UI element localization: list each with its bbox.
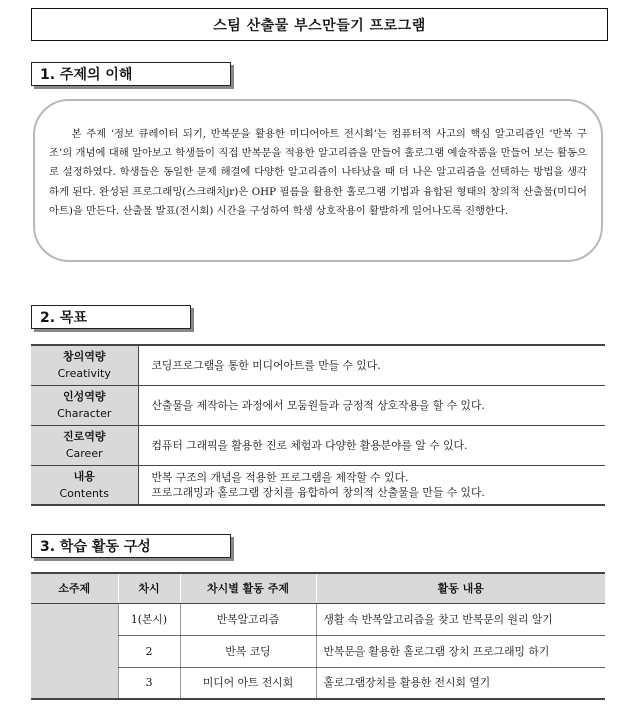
topic-cell: 반복 코딩 bbox=[180, 635, 316, 667]
goal-label-en: Character bbox=[57, 407, 112, 420]
table-row bbox=[31, 635, 605, 667]
goal-label-en: Contents bbox=[59, 486, 109, 500]
goal-label-en: Career bbox=[65, 447, 103, 460]
content-cell: 반복문을 활용한 홀로그램 장치 프로그래밍 하기 bbox=[316, 635, 605, 667]
goal-description bbox=[138, 465, 605, 505]
goal-line: 코딩프로그램을 통한 미디어아트를 만들 수 있다. bbox=[151, 358, 381, 372]
goal-row bbox=[31, 345, 605, 385]
content-cell: 생활 속 반복알고리즘을 찾고 반복문의 원리 알기 bbox=[316, 603, 605, 635]
topic-cell: 반복알고리즘 bbox=[180, 603, 316, 635]
table-header-row bbox=[31, 573, 605, 603]
column-header-content: 활동 내용 bbox=[316, 573, 605, 603]
session-cell: 2 bbox=[118, 635, 180, 667]
goal-description bbox=[138, 385, 605, 425]
table-row bbox=[31, 603, 605, 635]
goal-description bbox=[138, 345, 605, 385]
section-heading-goals: 2. 목표 bbox=[31, 305, 191, 329]
column-header-subtopic: 소주제 bbox=[31, 573, 118, 603]
goals-table bbox=[31, 344, 605, 506]
column-header-session: 차시 bbox=[118, 573, 180, 603]
goal-label bbox=[31, 425, 138, 465]
goal-label-ko: 창의역량 bbox=[62, 350, 106, 364]
intro-box bbox=[33, 99, 603, 262]
topic-cell: 미디어 아트 전시회 bbox=[180, 667, 316, 699]
section-heading-activities: 3. 학습 활동 구성 bbox=[31, 534, 231, 558]
session-cell: 1(본시) bbox=[118, 603, 180, 635]
goal-label bbox=[31, 385, 138, 425]
goal-label-ko: 진로역량 bbox=[62, 430, 106, 443]
content-cell: 홀로그램장치를 활용한 전시회 열기 bbox=[316, 667, 605, 699]
session-cell: 3 bbox=[118, 667, 180, 699]
goal-label bbox=[31, 465, 138, 505]
column-header-session-topic: 차시별 활동 주제 bbox=[180, 573, 316, 603]
goal-line: 프로그래밍과 홀로그램 장치를 융합하여 창의적 산출물을 만들 수 있다. bbox=[151, 485, 485, 499]
goal-line: 컴퓨터 그래픽을 활용한 진로 체험과 다양한 활용분야를 알 수 있다. bbox=[151, 438, 468, 452]
table-row bbox=[31, 667, 605, 699]
activities-table bbox=[31, 572, 605, 700]
goal-row bbox=[31, 465, 605, 505]
goal-label-ko: 내용 bbox=[73, 469, 95, 483]
goal-line: 반복 구조의 개념을 적용한 프로그램을 제작할 수 있다. bbox=[151, 470, 409, 484]
section-heading-understanding: 1. 주제의 이해 bbox=[31, 62, 231, 86]
goal-line: 산출물을 제작하는 과정에서 모둠원들과 긍정적 상호작용을 할 수 있다. bbox=[151, 398, 485, 412]
goal-label-ko: 인성역량 bbox=[62, 390, 106, 403]
goal-label bbox=[31, 345, 138, 385]
subtopic-cell bbox=[31, 603, 118, 699]
goal-row bbox=[31, 385, 605, 425]
goal-row bbox=[31, 425, 605, 465]
goal-description bbox=[138, 425, 605, 465]
document-title: 스팀 산출물 부스만들기 프로그램 bbox=[31, 8, 608, 41]
goal-label-en: Creativity bbox=[57, 367, 111, 381]
intro-text: 본 주제 ‘정보 큐레이터 되기, 반복문을 활용한 미디어아트 전시회’는 컴퓨터적 사고의 핵심 알고리즘인 ‘반복 구조’의 개념에 대해 알아보고 학생들이 직접 반복문을 적용한 알고리즘을 만들어 홀로그램 예술작품을 만들어 보는 활동으로 설정하였다. 학생들은 동일한 문제 해결에 다양한 알고리즘이 나타났을 때 더 나은 알고리즘을 선택하는 방법을 생각하게 된다. 완성된 프로그래밍(스크래치jr)은 OHP 필름을 활용한 홀로그램 기법과 융합된 형태의 창의적 산출물(미디어 아트)을 만든다. 산출물 발표(전시회) 시간을 구성하여 학생 상호작용이 활발하게 일어나도록 진행한다. bbox=[49, 128, 587, 217]
